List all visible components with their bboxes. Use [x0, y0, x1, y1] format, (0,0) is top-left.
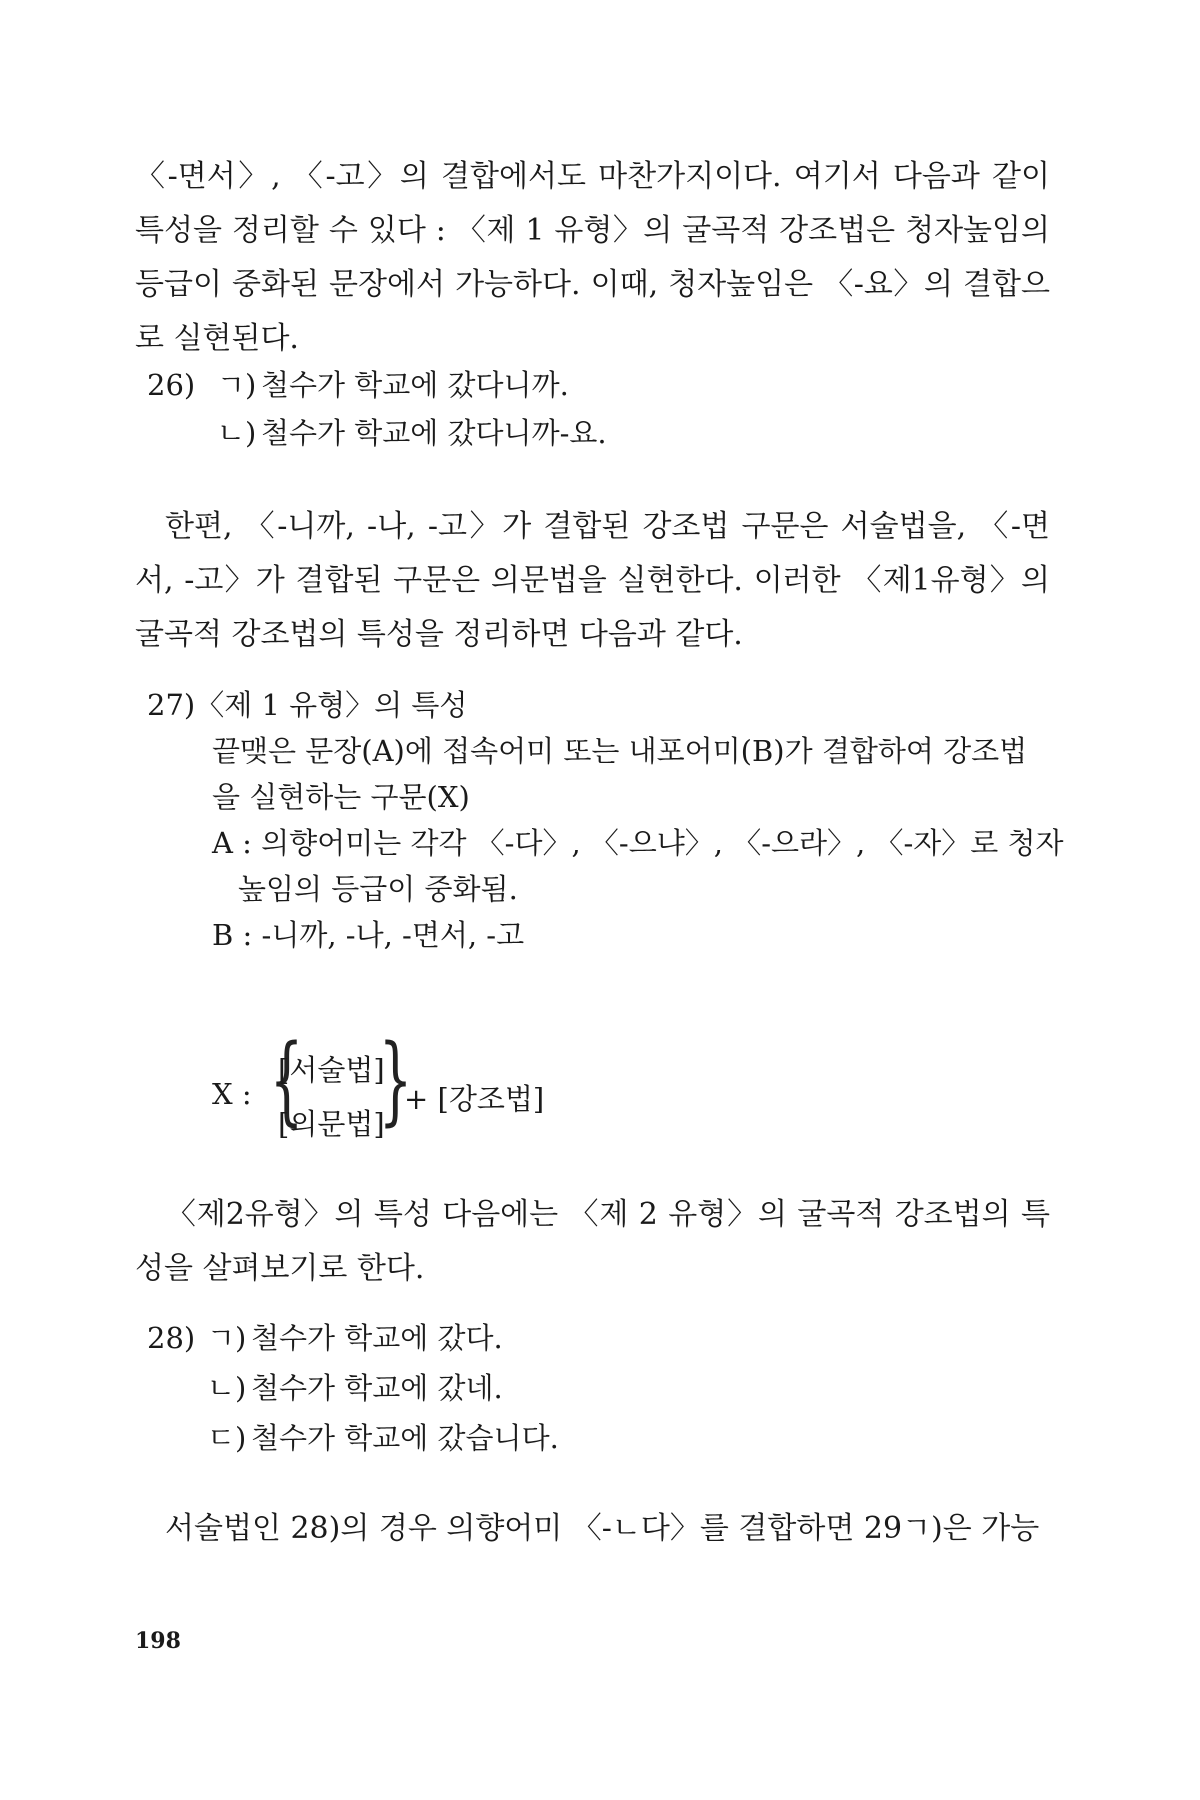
example-27-a: A : 의향어미는 각각 〈-다〉, 〈-으냐〉, 〈-으라〉, 〈-자〉로 청자높임의 등급이 중화됨. — [212, 826, 1064, 906]
example-text: 철수가 학교에 갔습니다. — [251, 1421, 559, 1455]
paragraph-3-text: 〈제2유형〉의 특성 다음에는 〈제 2 유형〉의 굴곡적 강조법의 특성을 살펴보기로 한다. — [135, 1197, 1050, 1286]
paragraph-2 — [135, 500, 1050, 662]
page-number: 198 — [135, 1628, 181, 1654]
example-27-heading — [147, 685, 467, 725]
paragraph-4-text: 서술법인 28)의 경우 의향어미 〈-ㄴ다〉를 결합하면 29ㄱ)은 가능 — [165, 1511, 1040, 1546]
paragraph-4 — [135, 1502, 1050, 1556]
example-number: 27) — [147, 688, 196, 722]
formula-plus-emphasis: + [강조법] — [404, 1082, 545, 1116]
example-27-b: B : -니까, -나, -면서, -고 — [212, 918, 525, 952]
right-brace-icon: } — [378, 1024, 413, 1136]
paragraph-2-text: 한편, 〈-니까, -나, -고〉가 결합된 강조법 구문은 서술법을, 〈-면서, -고〉가 결합된 구문은 의문법을 실현한다. 이러한 〈제1유형〉의 굴곡적 강조법의 특성을 정리하면 다음과 같다. — [135, 509, 1050, 652]
example-text: 철수가 학교에 갔다니까-요. — [261, 416, 607, 450]
example-marker: ㄱ) — [207, 1321, 247, 1355]
formula-option-interrogative: [의문법] — [278, 1107, 385, 1141]
example-marker: ㄴ) — [217, 416, 257, 450]
example-26-a — [147, 365, 569, 405]
example-26-b — [217, 413, 607, 453]
example-marker: ㄱ) — [217, 368, 257, 402]
example-28-c — [207, 1418, 559, 1458]
example-28-a — [147, 1318, 503, 1358]
formula-option-declarative: [서술법] — [278, 1053, 385, 1087]
example-marker: ㄴ) — [207, 1371, 247, 1405]
example-number: 26) — [147, 368, 196, 402]
example-marker: ㄷ) — [207, 1421, 247, 1455]
example-text: 철수가 학교에 갔다니까. — [261, 368, 569, 402]
paragraph-3 — [135, 1188, 1050, 1296]
paragraph-1: 〈-면서〉, 〈-고〉의 결합에서도 마찬가지이다. 여기서 다음과 같이 특성을 정리할 수 있다 : 〈제 1 유형〉의 굴곡적 강조법은 청자높임의 등급이 중화된 문장에서 가능하다. 이때, 청자높임은 〈-요〉의 결합으로 실현된다. — [135, 159, 1050, 356]
example-28-b — [207, 1368, 503, 1408]
formula-x-label: X : — [212, 1077, 252, 1111]
left-brace-icon: { — [269, 1024, 304, 1136]
example-text: 철수가 학교에 갔다. — [251, 1321, 503, 1355]
example-27-definition: 끝맺은 문장(A)에 접속어미 또는 내포어미(B)가 결합하여 강조법을 실현하는 구문(X) — [212, 734, 1028, 814]
example-text: 철수가 학교에 갔네. — [251, 1371, 503, 1405]
example-number: 28) — [147, 1321, 196, 1355]
example-heading: 〈제 1 유형〉의 특성 — [195, 688, 468, 722]
